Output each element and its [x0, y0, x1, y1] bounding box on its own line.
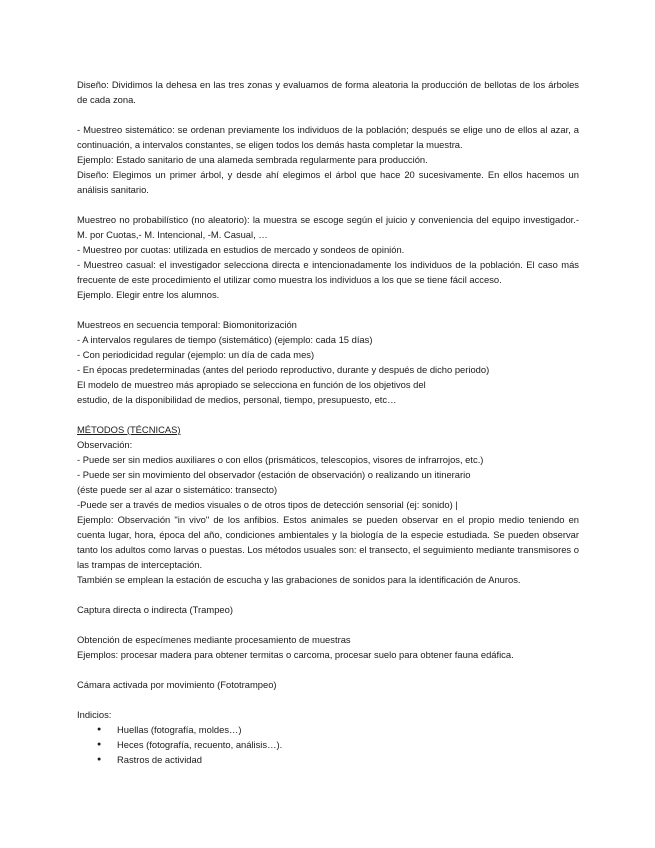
line-obs-transecto: (éste puede ser al azar o sistemático: transecto)	[77, 484, 278, 495]
list-item: ● Heces (fotografía, recuento, análisis…).	[97, 737, 579, 752]
paragraph-ejemplo-alumnos: Ejemplo. Elegir entre los alumnos.	[77, 289, 220, 300]
line-obs-medios: - Puede ser sin medios auxiliares o con ellos (prismáticos, telescopios, visores de infrarrojos, etc.)	[77, 454, 484, 465]
paragraph-diseno-arbol: Diseño: Elegimos un primer árbol, y desde ahí elegimos el árbol que hace 20 sucesivamente. En ellos hacemos un análisis sanitario.	[77, 169, 579, 195]
paragraph-muestreo-cuotas: - Muestreo por cuotas: utilizada en estudios de mercado y sondeos de opinión.	[77, 244, 405, 255]
line-periodicidad: - Con periodicidad regular (ejemplo: un día de cada mes)	[77, 349, 315, 360]
line-modelo-1: El modelo de muestreo más apropiado se selecciona en función de los objetivos del	[77, 379, 426, 390]
paragraph-obs-tambien: También se emplean la estación de escucha y las grabaciones de sonidos para la identificación de Anuros.	[77, 574, 521, 585]
paragraph-muestreo-no-probabilistico: Muestreo no probabilístico (no aleatorio): la muestra se escoge según el juicio y conveniencia del equipo investigador.-M. por Cuotas,- M. Intencional, -M. Casual, …	[77, 214, 579, 240]
indicios-list	[77, 722, 579, 767]
line-obs-movimiento: - Puede ser sin movimiento del observador (estación de observación) o realizando un itinerario	[77, 469, 471, 480]
paragraph-diseno-dehesa: Diseño: Dividimos la dehesa en las tres zonas y evaluamos de forma aleatoria la producción de bellotas de los árboles de cada zona.	[77, 79, 579, 105]
heading-camara: Cámara activada por movimiento (Fototrampeo)	[77, 679, 277, 690]
paragraph-muestreo-casual: - Muestreo casual: el investigador selecciona directa e intencionadamente los individuos de la población. El caso más frecuente de este procedimiento el utilizar como muestra los individuos a los que se tiene fácil acceso.	[77, 259, 579, 285]
line-intervalos: - A intervalos regulares de tiempo (sistemático) (ejemplo: cada 15 días)	[77, 334, 373, 345]
line-epocas: - En épocas predeterminadas (antes del periodo reproductivo, durante y después de dicho periodo)	[77, 364, 490, 375]
paragraph-ejemplo-alameda: Ejemplo: Estado sanitario de una alameda sembrada regularmente para producción.	[77, 154, 428, 165]
paragraph-muestreo-sistematico: - Muestreo sistemático: se ordenan previamente los individuos de la población; después se elige uno de ellos al azar, a continuación, a intervalos constantes, se eligen todos los demás hasta completar la muestra.	[77, 124, 579, 150]
heading-indicios: Indicios:	[77, 709, 112, 720]
line-modelo-2: estudio, de la disponibilidad de medios, personal, tiempo, presupuesto, etc…	[77, 394, 397, 405]
heading-metodos: MÉTODOS (TÉCNICAS)	[77, 424, 181, 435]
list-item: ● Huellas (fotografía, moldes…)	[97, 722, 579, 737]
line-obs-visuales: -Puede ser a través de medios visuales o de otros tipos de detección sensorial (ej: sonido) |	[77, 499, 458, 510]
heading-captura: Captura directa o indirecta (Trampeo)	[77, 604, 233, 615]
heading-observacion: Observación:	[77, 439, 133, 450]
paragraph-obtencion-ejemplos: Ejemplos: procesar madera para obtener termitas o carcoma, procesar suelo para obtener fauna edáfica.	[77, 649, 514, 660]
heading-obtencion: Obtención de especímenes mediante procesamiento de muestras	[77, 634, 351, 645]
heading-secuencia-temporal: Muestreos en secuencia temporal: Biomonitorización	[77, 319, 297, 330]
list-item: ● Rastros de actividad	[97, 752, 579, 767]
paragraph-obs-ejemplo: Ejemplo: Observación "in vivo" de los anfibios. Estos animales se pueden observar en el propio medio teniendo en cuenta lugar, hora, época del año, condiciones ambientales y la biología de la especie estudiada. Se pueden observar tanto los adultos como larvas o puestas. Los métodos usuales son: el transecto, el seguimiento mediante transmisores o las trampas de interceptación.	[77, 514, 579, 570]
